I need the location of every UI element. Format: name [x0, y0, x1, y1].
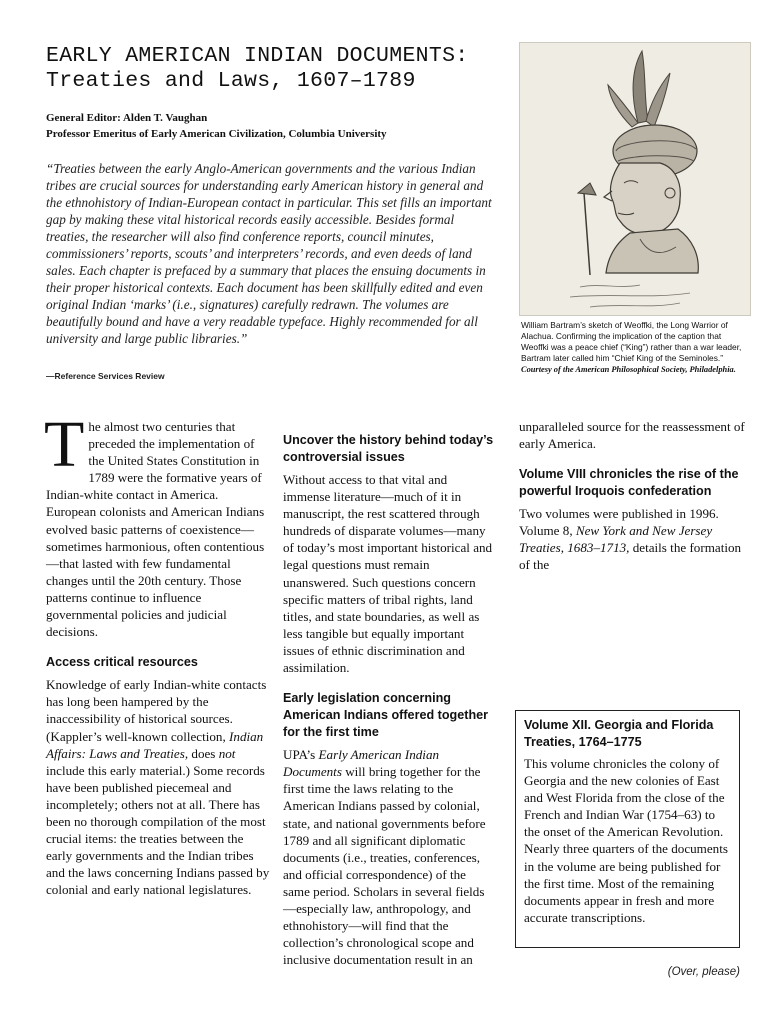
portrait-sketch-drawing	[520, 43, 750, 315]
intro-paragraph	[44, 408, 271, 640]
review-quote: “Treaties between the early Anglo-American governments and the various Indian tribes are crucial sources for understanding early American history in general and the ethnohistory of Indian-European contact in particular. This set fills an important gap by making these vital historical records easily accessible. Besides formal treaties, the researcher will also find conference reports, council minutes, commissioners’ reports, scouts’ and interpreters’ records, and even deeds of land sales. Each chapter is prefaced by a summary that places the ensuing documents in their proper historical contexts. Each document has been skillfully edited and even original Indian ‘marks’ (i.e., signatures) carefully redrawn. The volumes are beautifully bound and have a very readable typeface. Highly recommended for all university and large public libraries.”	[46, 161, 492, 346]
volume-xii-sidebar	[515, 710, 740, 948]
access-paragraph	[46, 676, 271, 898]
caption-text: William Bartram’s sketch of Weoffki, the Long Warrior of Alachua. Confirming the implication of the caption that Weoffki was a peace chief (“King”) rather than a war leader, Bartram later called him “Chief King of the Seminoles.”	[521, 320, 742, 363]
sidebar-text: This volume chronicles the colony of Georgia and the new colonies of East and West Florida from the close of the French and Indian War (1754–63) to the onset of the American Revolution. Nearly three quarters of the documents in the volume are being published for the first time. Most of the remaining documents appear in fresh and more accurate transcriptions.	[524, 756, 728, 925]
legislation-text-continued: unparalleled source for the reassessment of early America.	[519, 419, 745, 452]
page-title	[46, 44, 516, 94]
legislation-text-b: will bring together for the first time the laws relating to the American Indians passed by colonial, state, and national governments before 1789 and all significant diplomatic documents (i.e., treaties, conferences, and official correspondence) of the same period. Scholars in several fields—especially law, anthropology, and ethnohistory—will find that the collection’s chronological scope and inclusive documentation result in an	[283, 764, 486, 968]
heading-access-critical-resources: Access critical resources	[46, 655, 198, 670]
sidebar-heading: Volume XII. Georgia and Florida Treaties, 1764–1775	[524, 718, 714, 749]
volume-viii-text-b: details the formation of the	[519, 540, 742, 573]
heading-early-legislation: Early legislation concerning American Indians offered together for the first time	[283, 691, 489, 740]
access-text-a: Knowledge of early Indian-white contacts has long been hampered by the inaccessibility of historical sources. (Kappler’s well-known collection,	[46, 677, 267, 744]
access-text-b: does	[188, 745, 219, 761]
drop-cap: T	[44, 408, 85, 481]
over-please-note: (Over, please)	[667, 966, 740, 978]
title-line-2: Treaties and Laws, 1607–1789	[46, 69, 416, 93]
uncover-paragraph	[283, 471, 495, 676]
general-editor: General Editor: Alden T. Vaughan	[46, 112, 208, 124]
editor-affiliation: Professor Emeritus of Early American Civilization, Columbia University	[46, 128, 387, 140]
intro-text: he almost two centuries that preceded the implementation of the United States Constitution in 1789 were the formative years of Indian-white contact in America. European colonists and American Indians evolved basic patterns of coexistence—sometimes harmonious, often contentious—that lasted with few fundamental changes until the 20th century. Those patterns continue to influence governmental policies and judicial decisions.	[46, 419, 265, 640]
legislation-paragraph	[283, 746, 495, 968]
legislation-paragraph-continued	[519, 418, 747, 452]
volume-viii-text-a: Two volumes were published in 1996. Volume 8,	[519, 506, 719, 539]
quote-source: —Reference Services Review	[46, 371, 165, 381]
uncover-text: Without access to that vital and immense literature—much of it in manuscript, the rest scattered through hundreds of disparate volumes—many of today’s most important historical and legal questions must remain unanswered. Such questions concern specific matters of tribal rights, land titles, and state boundaries, as well as less tangible but equally important issues of ethnic discrimination and assimilation.	[283, 472, 493, 676]
volume-viii-paragraph	[519, 505, 747, 573]
article-column-2	[283, 418, 495, 968]
article-column-3	[519, 418, 747, 574]
kappler-title: Indian Affairs: Laws and Treaties,	[46, 728, 264, 761]
figure-caption	[521, 320, 751, 375]
access-text-c: include this early material.) Some records have been published piecemeal and incompletely; others not at all. There has been no thorough compilation of the most crucial items: the treaties between the early governments and the Indian tribes and the laws concerning Indians passed by colonial and early national legislatures.	[46, 762, 270, 898]
legislation-text-a: UPA’s	[283, 747, 319, 763]
portrait-sketch	[519, 42, 751, 316]
volume-viii-title: New York and New Jersey Treaties, 1683–1713,	[519, 523, 713, 556]
heading-uncover-history: Uncover the history behind today’s controversial issues	[283, 433, 494, 464]
title-line-1: EARLY AMERICAN INDIAN DOCUMENTS:	[46, 44, 469, 68]
upa-title: Early American Indian Documents	[283, 747, 440, 780]
access-not: not	[218, 745, 236, 761]
editor-block	[46, 110, 506, 142]
heading-volume-viii: Volume VIII chronicles the rise of the powerful Iroquois confederation	[519, 467, 739, 499]
caption-credit: Courtesy of the American Philosophical Society, Philadelphia.	[521, 365, 736, 374]
article-column-1	[44, 408, 271, 898]
